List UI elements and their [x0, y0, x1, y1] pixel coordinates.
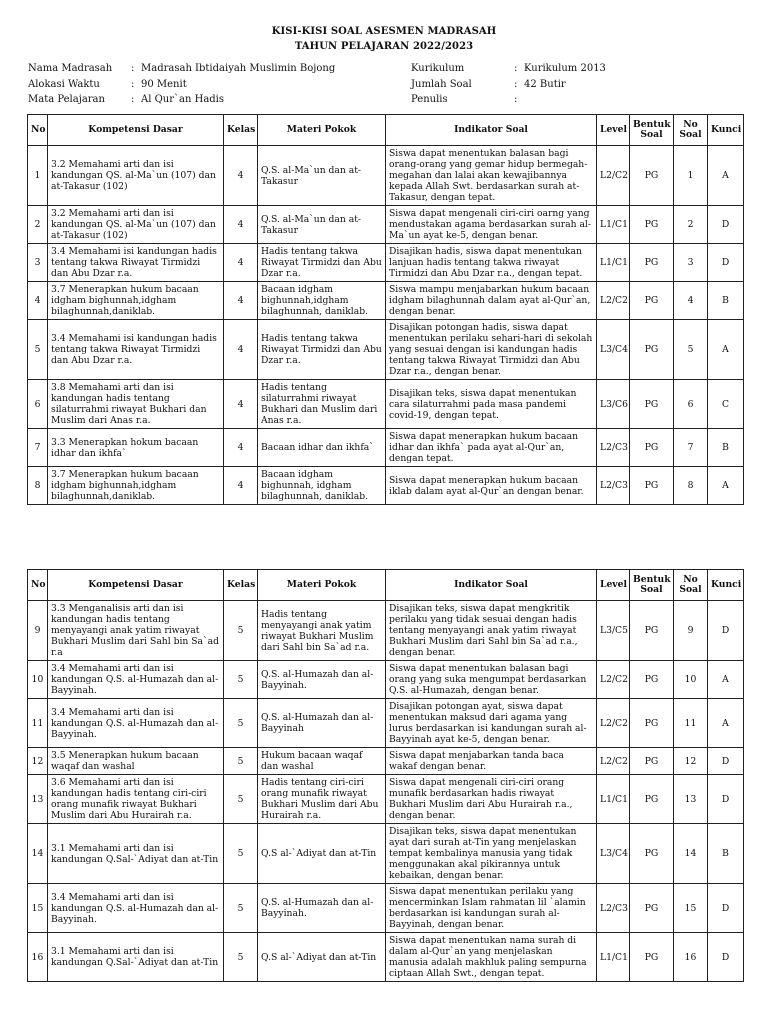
cell-indikator-soal: Siswa dapat menerapkan hukum bacaan iklab dalam ayat al-Qur`an dengan benar. — [386, 467, 597, 505]
table-row — [28, 380, 744, 429]
cell-level: L2/C2 — [597, 748, 630, 775]
table-row — [28, 661, 744, 699]
cell-indikator-soal: Disajikan teks, siswa dapat menentukan ayat dari surah at-Tin yang menjelaskan tempat kembalinya manusia yang tidak menggunakan akal pikirannya untuk kebaikan, dengan benar. — [386, 824, 597, 884]
cell-kompetensi-dasar: 3.4 Memahami isi kandungan hadis tentang takwa Riwayat Tirmidzi dan Abu Dzar r.a. — [48, 244, 224, 282]
cell-kunci: A — [708, 699, 744, 748]
cell-level: L2/C3 — [597, 467, 630, 505]
cell-bentuk-soal: PG — [630, 380, 674, 429]
cell-bentuk-soal: PG — [630, 699, 674, 748]
col-header-level: Level — [597, 115, 630, 146]
cell-kelas: 5 — [224, 699, 258, 748]
cell-kompetensi-dasar: 3.2 Memahami arti dan isi kandungan QS. al-Ma`un (107) dan at-Takasur (102) — [48, 146, 224, 206]
cell-bentuk-soal: PG — [630, 206, 674, 244]
meta-separator: : — [514, 63, 518, 74]
kisi-kisi-table-2 — [27, 569, 744, 982]
cell-kelas: 4 — [224, 380, 258, 429]
cell-kelas: 5 — [224, 748, 258, 775]
col-header-no-soal: No Soal — [674, 570, 708, 601]
cell-no: 15 — [28, 884, 48, 933]
meta-value: 90 Menit — [141, 78, 187, 90]
cell-bentuk-soal: PG — [630, 661, 674, 699]
cell-kunci: D — [708, 206, 744, 244]
meta-label: Jumlah Soal — [411, 78, 472, 90]
cell-bentuk-soal: PG — [630, 601, 674, 661]
cell-kelas: 4 — [224, 320, 258, 380]
cell-materi-pokok: Q.S. al-Humazah dan al-Bayyinah. — [258, 884, 386, 933]
cell-no-soal: 3 — [674, 244, 708, 282]
meta-label: Kurikulum — [411, 63, 465, 74]
table-row — [28, 467, 744, 505]
cell-no: 9 — [28, 601, 48, 661]
cell-kunci: D — [708, 748, 744, 775]
cell-no-soal: 2 — [674, 206, 708, 244]
cell-no: 5 — [28, 320, 48, 380]
cell-kompetensi-dasar: 3.7 Menerapkan hukum bacaan idgham bighunnah,idgham bilaghunnah,daniklab. — [48, 282, 224, 320]
table-row — [28, 884, 744, 933]
cell-indikator-soal: Disajikan potongan hadis, siswa dapat menentukan perilaku sehari-hari di sekolah yang sesuai dengan isi kandungan hadis tentang takwa Riwayat Tirmidzi dan Abu Dzar r.a., dengan benar. — [386, 320, 597, 380]
cell-no: 13 — [28, 775, 48, 824]
document-title: KISI-KISI SOAL ASESMEN MADRASAH — [271, 26, 497, 37]
cell-no: 2 — [28, 206, 48, 244]
meta-row — [411, 61, 606, 77]
col-header-kelas: Kelas — [224, 570, 258, 601]
cell-no: 10 — [28, 661, 48, 699]
col-header-level: Level — [597, 570, 630, 601]
col-header-kelas: Kelas — [224, 115, 258, 146]
cell-kelas: 5 — [224, 824, 258, 884]
cell-level: L2/C3 — [597, 884, 630, 933]
cell-kompetensi-dasar: 3.3 Menerapkan hokum bacaan idhar dan ikhfa` — [48, 429, 224, 467]
cell-kunci: B — [708, 282, 744, 320]
cell-kelas: 4 — [224, 146, 258, 206]
cell-kompetensi-dasar: 3.5 Menerapkan hukum bacaan waqaf dan washal — [48, 748, 224, 775]
col-header-no-soal: No Soal — [674, 115, 708, 146]
cell-materi-pokok: Bacaan idhar dan ikhfa` — [258, 429, 386, 467]
col-header-no: No — [28, 115, 48, 146]
kisi-kisi-table-1 — [27, 114, 744, 505]
cell-no: 11 — [28, 699, 48, 748]
cell-indikator-soal: Siswa dapat menentukan balasan bagi orang yang suka mengumpat berdasarkan Q.S. al-Humazah, dengan benar. — [386, 661, 597, 699]
cell-level: L1/C1 — [597, 206, 630, 244]
cell-no-soal: 10 — [674, 661, 708, 699]
meta-separator: : — [131, 78, 135, 90]
cell-indikator-soal: Siswa dapat menerapkan hukum bacaan idhar dan ikhfa` pada ayat al-Qur`an, dengan tepat. — [386, 429, 597, 467]
meta-label: Mata Pelajaran — [28, 94, 105, 105]
cell-level: L1/C1 — [597, 244, 630, 282]
table-row — [28, 933, 744, 982]
cell-materi-pokok: Hadis tentang takwa Riwayat Tirmidzi dan Abu Dzar r.a. — [258, 320, 386, 380]
cell-no-soal: 16 — [674, 933, 708, 982]
table-row — [28, 244, 744, 282]
cell-no: 14 — [28, 824, 48, 884]
cell-level: L2/C3 — [597, 429, 630, 467]
table-row — [28, 775, 744, 824]
cell-kompetensi-dasar: 3.4 Memahami arti dan isi kandungan Q.S. al-Humazah dan al-Bayyinah. — [48, 884, 224, 933]
cell-materi-pokok: Bacaan idgham bighunnah, idgham bilaghunnah, daniklab. — [258, 467, 386, 505]
cell-no: 6 — [28, 380, 48, 429]
cell-kelas: 5 — [224, 661, 258, 699]
cell-kunci: D — [708, 775, 744, 824]
cell-kompetensi-dasar: 3.4 Memahami arti dan isi kandungan Q.S. al-Humazah dan al-Bayyinah. — [48, 661, 224, 699]
col-header-kunci: Kunci — [708, 570, 744, 601]
meta-label: Alokasi Waktu — [28, 78, 100, 90]
cell-level: L1/C1 — [597, 775, 630, 824]
meta-row — [28, 61, 335, 77]
meta-separator: : — [514, 94, 518, 105]
cell-kompetensi-dasar: 3.7 Menerapkan hukum bacaan idgham bighunnah,idgham bilaghunnah,daniklab. — [48, 467, 224, 505]
cell-bentuk-soal: PG — [630, 775, 674, 824]
cell-level: L3/C6 — [597, 380, 630, 429]
cell-bentuk-soal: PG — [630, 467, 674, 505]
meta-separator: : — [514, 78, 518, 90]
meta-left — [28, 61, 335, 108]
cell-kelas: 4 — [224, 429, 258, 467]
cell-kunci: A — [708, 320, 744, 380]
cell-kompetensi-dasar: 3.1 Memahami arti dan isi kandungan Q.Sal-`Adiyat dan at-Tin — [48, 824, 224, 884]
table-row — [28, 601, 744, 661]
cell-kelas: 5 — [224, 884, 258, 933]
col-header-bentuk-soal: Bentuk Soal — [630, 115, 674, 146]
cell-no-soal: 14 — [674, 824, 708, 884]
table-header-row — [28, 570, 744, 601]
cell-no-soal: 7 — [674, 429, 708, 467]
table-row — [28, 748, 744, 775]
cell-indikator-soal: Siswa dapat menentukan balasan bagi orang-orang yang gemar hidup bermegah-megahan dan lalai akan kewajibannya kepada Allah Swt. berdasarkan surah at-Takasur, dengan tepat. — [386, 146, 597, 206]
cell-level: L3/C4 — [597, 320, 630, 380]
cell-indikator-soal: Siswa dapat menjabarkan tanda baca wakaf dengan benar. — [386, 748, 597, 775]
table-row — [28, 824, 744, 884]
meta-separator: : — [131, 63, 135, 74]
col-header-indikator-soal: Indikator Soal — [386, 570, 597, 601]
cell-materi-pokok: Hadis tentang silaturrahmi riwayat Bukhari dan Muslim dari Anas r.a. — [258, 380, 386, 429]
col-header-materi-pokok: Materi Pokok — [258, 115, 386, 146]
cell-kompetensi-dasar: 3.3 Menganalisis arti dan isi kandungan hadis tentang menyayangi anak yatim riwayat Bukhari Muslim dari Sahl bin Sa`ad r.a — [48, 601, 224, 661]
table-row — [28, 429, 744, 467]
cell-indikator-soal: Siswa dapat mengenali ciri-ciri oarng yang mendustakan agama berdasarkan surah al-Ma`un ayat ke-5, dengan benar. — [386, 206, 597, 244]
meta-row — [411, 92, 606, 108]
cell-level: L1/C1 — [597, 933, 630, 982]
table-row — [28, 206, 744, 244]
cell-level: L3/C4 — [597, 824, 630, 884]
cell-kompetensi-dasar: 3.4 Memahami isi kandungan hadis tentang takwa Riwayat Tirmidzi dan Abu Dzar r.a. — [48, 320, 224, 380]
cell-indikator-soal: Siswa dapat mengenali ciri-ciri orang munafik berdasarkan hadis riwayat Bukhari Muslim dari Abu Hurairah r.a., dengan benar. — [386, 775, 597, 824]
cell-bentuk-soal: PG — [630, 884, 674, 933]
cell-no: 12 — [28, 748, 48, 775]
cell-indikator-soal: Disajikan potongan ayat, siswa dapat menentukan maksud dari agama yang lurus berdasarkan isi kandungan surah al-Bayyinah ayat ke-5, dengan benar. — [386, 699, 597, 748]
meta-row — [28, 77, 335, 93]
cell-indikator-soal: Siswa dapat menentukan perilaku yang mencerminkan Islam rahmatan lil `alamin berdasarkan isi kandungan surah al-Bayyinah, dengan benar. — [386, 884, 597, 933]
cell-kunci: C — [708, 380, 744, 429]
cell-materi-pokok: Q.S al-`Adiyat dan at-Tin — [258, 824, 386, 884]
cell-bentuk-soal: PG — [630, 282, 674, 320]
cell-bentuk-soal: PG — [630, 244, 674, 282]
cell-kelas: 4 — [224, 282, 258, 320]
cell-indikator-soal: Disajikan teks, siswa dapat mengkritik perilaku yang tidak sesuai dengan hadis tentang menyayangi anak yatim riwayat Bukhari Muslim dari Sahl bin Sa`ad r.a., dengan benar. — [386, 601, 597, 661]
cell-kelas: 4 — [224, 206, 258, 244]
cell-kompetensi-dasar: 3.8 Memahami arti dan isi kandungan hadis tentang silaturrahmi riwayat Bukhari dan Muslim dari Anas r.a. — [48, 380, 224, 429]
cell-kunci: B — [708, 429, 744, 467]
col-header-kompetensi-dasar: Kompetensi Dasar — [48, 115, 224, 146]
cell-materi-pokok: Q.S. al-Humazah dan al-Bayyinah — [258, 699, 386, 748]
cell-kunci: D — [708, 884, 744, 933]
cell-kompetensi-dasar: 3.4 Memahami arti dan isi kandungan Q.S. al-Humazah dan al-Bayyinah. — [48, 699, 224, 748]
meta-row — [28, 92, 335, 108]
col-header-materi-pokok: Materi Pokok — [258, 570, 386, 601]
cell-no-soal: 12 — [674, 748, 708, 775]
cell-no-soal: 1 — [674, 146, 708, 206]
cell-no-soal: 9 — [674, 601, 708, 661]
cell-materi-pokok: Q.S. al-Humazah dan al-Bayyinah. — [258, 661, 386, 699]
table-row — [28, 320, 744, 380]
cell-no: 3 — [28, 244, 48, 282]
cell-no-soal: 8 — [674, 467, 708, 505]
cell-kelas: 5 — [224, 775, 258, 824]
cell-kelas: 4 — [224, 467, 258, 505]
col-header-kompetensi-dasar: Kompetensi Dasar — [48, 570, 224, 601]
cell-level: L2/C2 — [597, 146, 630, 206]
meta-right — [411, 61, 606, 108]
cell-indikator-soal: Disajikan teks, siswa dapat menentukan cara silaturrahmi pada masa pandemi covid-19, dengan tepat. — [386, 380, 597, 429]
cell-kelas: 4 — [224, 244, 258, 282]
meta-value: Kurikulum 2013 — [524, 63, 606, 74]
cell-materi-pokok: Hadis tentang ciri-ciri orang munafik riwayat Bukhari Muslim dari Abu Hurairah r.a. — [258, 775, 386, 824]
meta-value: Madrasah Ibtidaiyah Muslimin Bojong — [141, 63, 336, 74]
table-row — [28, 146, 744, 206]
meta-row — [411, 77, 606, 93]
cell-materi-pokok: Hadis tentang menyayangi anak yatim riwayat Bukhari Muslim dari Sahl bin Sa`ad r.a. — [258, 601, 386, 661]
cell-kunci: B — [708, 824, 744, 884]
cell-kunci: A — [708, 146, 744, 206]
cell-kunci: A — [708, 661, 744, 699]
cell-no: 7 — [28, 429, 48, 467]
cell-kompetensi-dasar: 3.1 Memahami arti dan isi kandungan Q.Sal-`Adiyat dan at-Tin — [48, 933, 224, 982]
cell-no: 8 — [28, 467, 48, 505]
meta-separator: : — [131, 94, 135, 105]
cell-indikator-soal: Siswa mampu menjabarkan hukum bacaan idgham bilaghunnah dalam ayat al-Qur`an, dengan benar. — [386, 282, 597, 320]
cell-level: L3/C5 — [597, 601, 630, 661]
cell-no-soal: 15 — [674, 884, 708, 933]
meta-label: Nama Madrasah — [28, 63, 113, 74]
cell-materi-pokok: Bacaan idgham bighunnah,idgham bilaghunnah, daniklab. — [258, 282, 386, 320]
cell-kunci: D — [708, 933, 744, 982]
cell-level: L2/C2 — [597, 699, 630, 748]
cell-bentuk-soal: PG — [630, 824, 674, 884]
cell-no-soal: 4 — [674, 282, 708, 320]
cell-materi-pokok: Hukum bacaan waqaf dan washal — [258, 748, 386, 775]
meta-label: Penulis — [411, 94, 448, 105]
cell-materi-pokok: Q.S. al-Ma`un dan at-Takasur — [258, 206, 386, 244]
document-subtitle: TAHUN PELAJARAN 2022/2023 — [294, 41, 474, 52]
cell-bentuk-soal: PG — [630, 320, 674, 380]
cell-level: L2/C2 — [597, 661, 630, 699]
cell-indikator-soal: Siswa dapat menentukan nama surah di dalam al-Qur`an yang menjelaskan manusia adalah makhluk paling sempurna ciptaan Allah Swt., dengan tepat. — [386, 933, 597, 982]
col-header-bentuk-soal: Bentuk Soal — [630, 570, 674, 601]
cell-no: 4 — [28, 282, 48, 320]
cell-level: L2/C2 — [597, 282, 630, 320]
cell-bentuk-soal: PG — [630, 146, 674, 206]
table-row — [28, 282, 744, 320]
cell-no-soal: 11 — [674, 699, 708, 748]
cell-no-soal: 13 — [674, 775, 708, 824]
cell-kelas: 5 — [224, 933, 258, 982]
cell-kunci: A — [708, 467, 744, 505]
cell-materi-pokok: Q.S al-`Adiyat dan at-Tin — [258, 933, 386, 982]
table-header-row — [28, 115, 744, 146]
cell-bentuk-soal: PG — [630, 933, 674, 982]
cell-kompetensi-dasar: 3.6 Memahami arti dan isi kandungan hadis tentang ciri-ciri orang munafik riwayat Bukhari Muslim dari Abu Hurairah r.a. — [48, 775, 224, 824]
meta-value: 42 Butir — [524, 78, 566, 90]
cell-kompetensi-dasar: 3.2 Memahami arti dan isi kandungan QS. al-Ma`un (107) dan at-Takasur (102) — [48, 206, 224, 244]
col-header-kunci: Kunci — [708, 115, 744, 146]
table-row — [28, 699, 744, 748]
cell-bentuk-soal: PG — [630, 429, 674, 467]
cell-no: 1 — [28, 146, 48, 206]
cell-bentuk-soal: PG — [630, 748, 674, 775]
col-header-indikator-soal: Indikator Soal — [386, 115, 597, 146]
cell-indikator-soal: Disajikan hadis, siswa dapat menentukan lanjuan hadis tentang takwa riwayat Tirmidzi dan Abu Dzar r.a., dengan tepat. — [386, 244, 597, 282]
cell-no-soal: 5 — [674, 320, 708, 380]
cell-materi-pokok: Hadis tentang takwa Riwayat Tirmidzi dan Abu Dzar r.a. — [258, 244, 386, 282]
cell-materi-pokok: Q.S. al-Ma`un dan at-Takasur — [258, 146, 386, 206]
cell-no-soal: 6 — [674, 380, 708, 429]
cell-no: 16 — [28, 933, 48, 982]
col-header-no: No — [28, 570, 48, 601]
cell-kelas: 5 — [224, 601, 258, 661]
cell-kunci: D — [708, 244, 744, 282]
meta-value: Al Qur`an Hadis — [141, 94, 225, 105]
cell-kunci: D — [708, 601, 744, 661]
